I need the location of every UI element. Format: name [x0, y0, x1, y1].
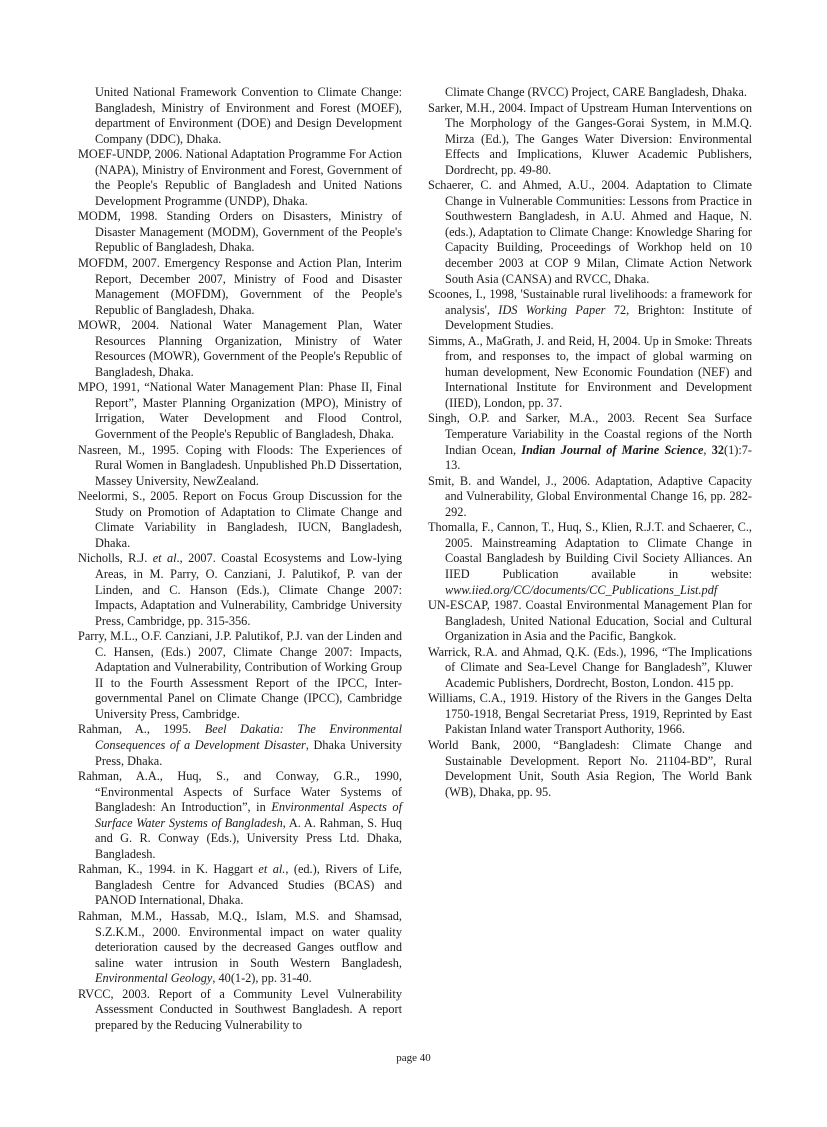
reference-entry-thomalla: Thomalla, F., Cannon, T., Huq, S., Klien, R.J.T. and Schaerer, C., 2005. Mainstreaming Adaptation to Climate Change in Coastal Bangladesh by Building Civil Society Alliances. An IIED Publication available in website: www.iied.org/CC/documents/CC_Publications_List.pdf	[428, 520, 752, 597]
reference-entry-parry: Parry, M.L., O.F. Canziani, J.P. Palutikof, P.J. van der Linden and C. Hansen, (Eds.) 2007, Climate Change 2007: Impacts, Adaptation and Vulnerability, Contribution of Working Group II to the Fourth Assessment Report of the IPCC, Inter-governmental Panel on Climate Change (IPCC), Cambridge University Press, Cambridge.	[78, 629, 402, 721]
page-number: page 40	[396, 1052, 431, 1064]
reference-entry-mofdm: MOFDM, 2007. Emergency Response and Action Plan, Interim Report, December 2007, Ministry of Food and Disaster Management (MOFDM), Government of the People's Republic of Bangladesh, Dhaka.	[78, 256, 402, 317]
reference-entry-mpo: MPO, 1991, “National Water Management Plan: Phase II, Final Report”, Master Planning Organization (MPO), Ministry of Irrigation, Water Development and Flood Control, Government of the People's Republic of Bangladesh, Dhaka.	[78, 380, 402, 442]
reference-entry-schaerer: Schaerer, C. and Ahmed, A.U., 2004. Adaptation to Climate Change in Vulnerable Communities: Lessons from Practice in Southwestern Bangladesh, in A.U. Ahmed and Haque, N. (eds.), Adaptation to Climate Change: Knowledge Sharing for Capacity Building, Proceedings of Workhop held on 10 december 2003 at COP 9 Milan, Climate Action Network South Asia (CANSA) and RVCC, Dhaka.	[428, 178, 752, 286]
reference-entry-smit: Smit, B. and Wandel, J., 2006. Adaptation, Adaptive Capacity and Vulnerability, Global Environmental Change 16, pp. 282-292.	[428, 473, 752, 519]
reference-entry-singh: Singh, O.P. and Sarker, M.A., 2003. Recent Sea Surface Temperature Variability in the Coastal regions of the North Indian Ocean, Indian Journal of Marine Science, 32(1):7-13.	[428, 411, 752, 473]
reference-entry-mowr: MOWR, 2004. National Water Management Plan, Water Resources Planning Organization, Ministry of Water Resources (MOWR), Government of the People's Republic of Bangladesh, Dhaka.	[78, 318, 402, 379]
reference-entry-nasreen: Nasreen, M., 1995. Coping with Floods: The Experiences of Rural Women in Bangladesh. Unpublished Ph.D Dissertation, Massey University, NewZealand.	[78, 442, 402, 488]
reference-entry-rahman-a: Rahman, A., 1995. Beel Dakatia: The Environmental Consequences of a Development Disaster, Dhaka University Press, Dhaka.	[78, 722, 402, 768]
reference-entry-worldbank: World Bank, 2000, “Bangladesh: Climate Change and Sustainable Development. Report No. 21104-BD”, Rural Development Unit, South Asia Region, The World Bank (WB), Dhaka, pp. 95.	[428, 737, 752, 799]
reference-column-right	[428, 85, 752, 800]
reference-entry-rahman-aa: Rahman, A.A., Huq, S., and Conway, G.R., 1990, “Environmental Aspects of Surface Water Systems of Bangladesh: An Introduction”, in Environmental Aspects of Surface Water Systems of Bangladesh, A. A. Rahman, S. Huq and G. R. Conway (Eds.), University Press Ltd. Dhaka, Bangladesh.	[78, 769, 402, 861]
reference-entry-simms: Simms, A., MaGrath, J. and Reid, H, 2004. Up in Smoke: Threats from, and responses to, the impact of global warming on human development, New Economic Foundation (NEF) and International Institute for Environment and Development (IIED), London, pp. 37.	[428, 333, 752, 410]
reference-entry-nicholls: Nicholls, R.J. et al., 2007. Coastal Ecosystems and Low-lying Areas, in M. Parry, O. Canziani, J. Palutikof, P. van der Linden, and C. Hanson (Eds.), Climate Change 2007: Impacts, Adaptation and Vulnerability, Cambridge University Press, Cambridge, pp. 315-356.	[78, 551, 402, 628]
reference-column-left	[78, 85, 402, 1033]
reference-entry-williams: Williams, C.A., 1919. History of the Rivers in the Ganges Delta 1750-1918, Bengal Secretariat Press, 1919, Reprinted by East Pakistan Inland water Transport Authority, 1966.	[428, 691, 752, 737]
reference-entry-modm: MODM, 1998. Standing Orders on Disasters, Ministry of Disaster Management (MODM), Government of the People's Republic of Bangladesh, Dhaka.	[78, 209, 402, 255]
reference-entry-unfccc: United National Framework Convention to Climate Change: Bangladesh, Ministry of Environment and Forest (MOEF), department of Environment (DOE) and Design Development Company (DDC), Dhaka.	[95, 85, 402, 146]
reference-entry-moef-undp: MOEF-UNDP, 2006. National Adaptation Programme For Action (NAPA), Ministry of Environment and Forest, Government of the People's Republic of Bangladesh and United Nations Development Programme (UNDP), Dhaka.	[78, 147, 402, 208]
reference-entry-rvcc: RVCC, 2003. Report of a Community Level Vulnerability Assessment Conducted in Southwest Bangladesh. A report prepared by the Reducing Vulnerability to	[78, 986, 402, 1032]
reference-entry-rahman-k: Rahman, K., 1994. in K. Haggart et al., (ed.), Rivers of Life, Bangladesh Centre for Advanced Studies (BCAS) and PANOD International, Dhaka.	[78, 862, 402, 908]
reference-entry-sarker: Sarker, M.H., 2004. Impact of Upstream Human Interventions on The Morphology of the Ganges-Gorai System, in M.M.Q. Mirza (Ed.), The Ganges Water Diversion: Environmental Effects and Implications, Kluwer Academic Publishers, Dordrecht, pp. 49-80.	[428, 100, 752, 177]
reference-entry-rahman-mm: Rahman, M.M., Hassab, M.Q., Islam, M.S. and Shamsad, S.Z.K.M., 2000. Environmental impact on water quality deterioration caused by the decreased Ganges outflow and saline water intrusion in South Western Bangladesh, Environmental Geology, 40(1-2), pp. 31-40.	[78, 908, 402, 986]
reference-entry-warrick: Warrick, R.A. and Ahmad, Q.K. (Eds.), 1996, “The Implications of Climate and Sea-Level Change for Bangladesh”, Kluwer Academic Publishers, Dordrecht, Boston, London. 415 pp.	[428, 644, 752, 690]
reference-entry-scoones: Scoones, I., 1998, 'Sustainable rural livelihoods: a framework for analysis', IDS Working Paper 72, Brighton: Institute of Development Studies.	[428, 287, 753, 333]
reference-entry-unescap: UN-ESCAP, 1987. Coastal Environmental Management Plan for Bangladesh, United National Education, Social and Cultural Organization in Asia and the Pacific, Bangkok.	[428, 598, 752, 644]
reference-entry-rvcc-cont: Climate Change (RVCC) Project, CARE Bangladesh, Dhaka.	[445, 85, 747, 99]
reference-entry-neelormi: Neelormi, S., 2005. Report on Focus Group Discussion for the Study on Promotion of Adaptation to Climate Change and Climate Variability in Bangladesh, IUCN, Bangladesh, Dhaka.	[78, 489, 402, 550]
